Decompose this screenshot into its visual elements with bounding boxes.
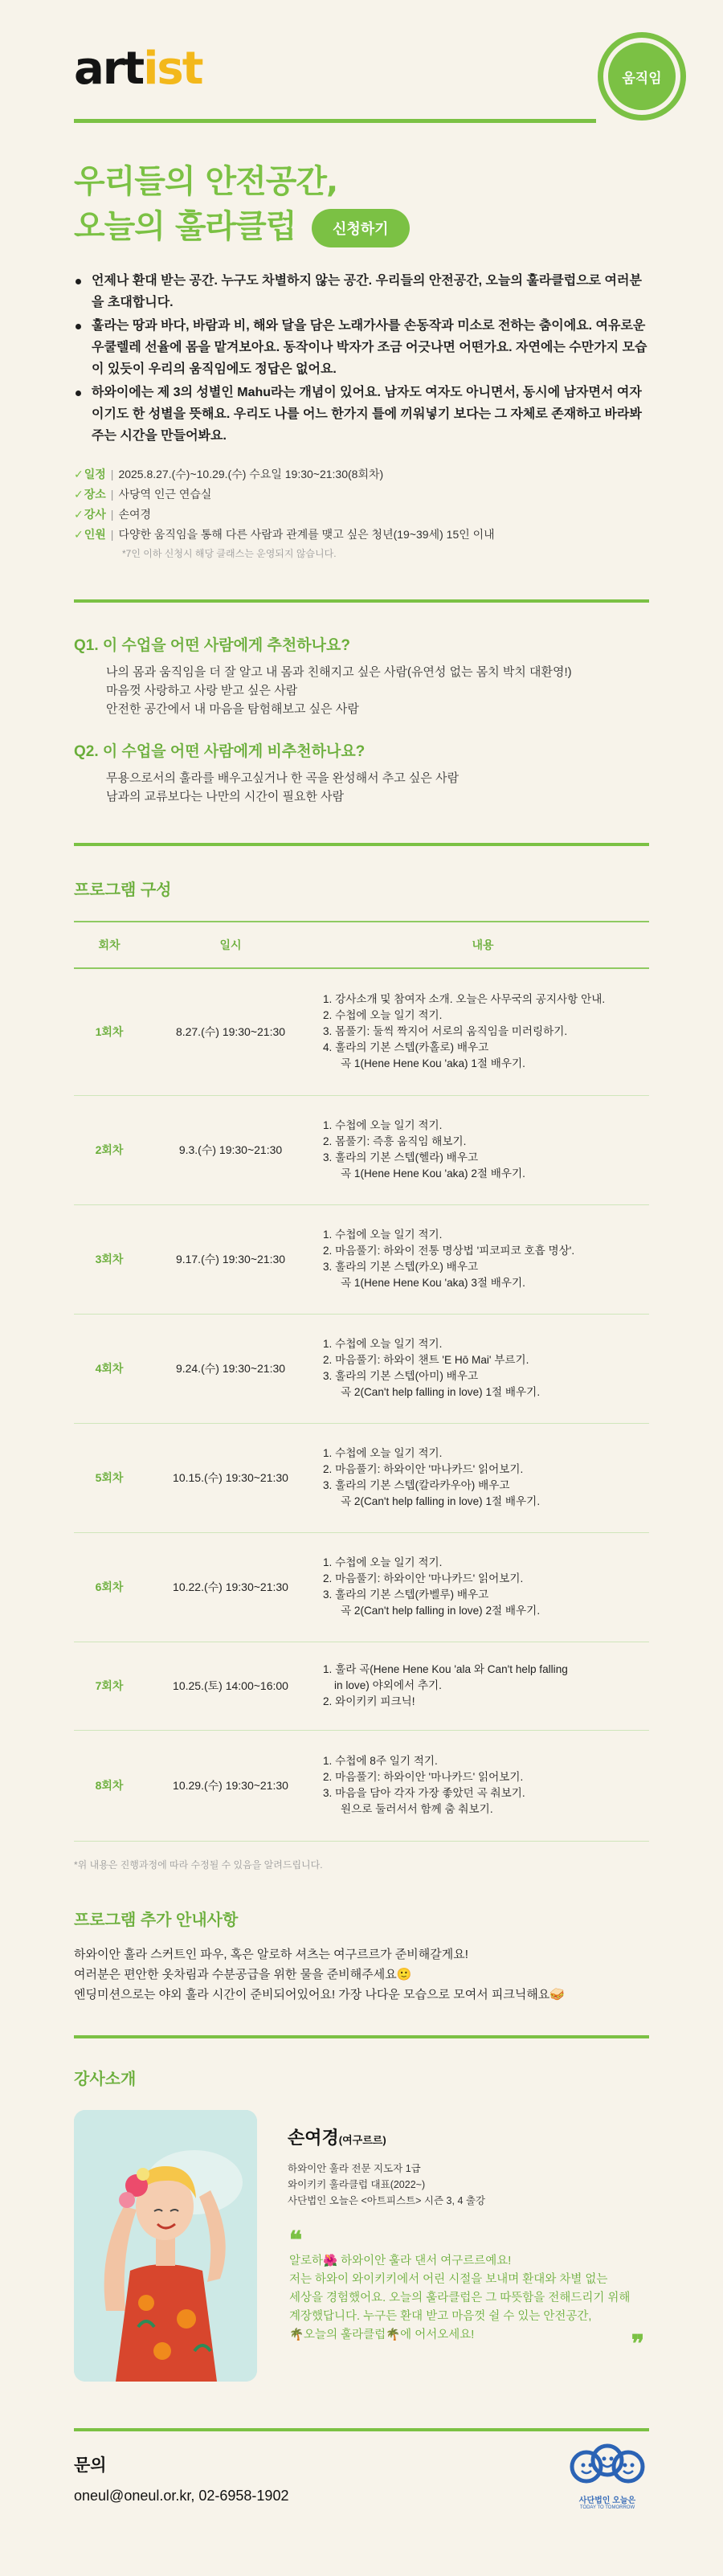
content-line: 1. 수첩에 오늘 일기 적기. bbox=[323, 1338, 443, 1350]
faq-question: Q2. 이 수업을 어떤 사람에게 비추천하나요? bbox=[74, 743, 366, 760]
content-line: 곡 1(Hene Hene Kou 'aka) 1절 배우기. bbox=[341, 1057, 525, 1070]
table-row bbox=[74, 1730, 649, 1841]
content-line: 1. 수첩에 오늘 일기 적기. bbox=[323, 1447, 443, 1459]
info-key: 강사 bbox=[84, 508, 106, 521]
info-separator: | bbox=[110, 528, 114, 541]
section-divider bbox=[74, 599, 649, 603]
program-footnote: *위 내용은 진행과정에 따라 수정될 수 있음을 알려드립니다. bbox=[74, 1858, 323, 1871]
faq-section bbox=[74, 633, 649, 806]
content-line: 4. 훌라의 기본 스텝(카홀로) 배우고 bbox=[323, 1041, 489, 1054]
content-line: 3. 몸풀기: 둘씩 짝지어 서로의 움직임을 미러링하기. bbox=[323, 1025, 568, 1038]
date-cell: 9.17.(수) 19:30~21:30 bbox=[145, 1204, 317, 1314]
quote-open-icon: ❝ bbox=[289, 2226, 303, 2255]
intro-item: 하와이에는 제 3의 성별인 Mahu라는 개념이 있어요. 남자도 여자도 아니면서, 동시에 남자면서 여자이기도 한 성별을 뜻해요. 우리도 나를 어느 한가지 틀에 끼워넣기 보다는 그 자체로 존재하고 바라봐주는 시간을 만들어봐요. bbox=[74, 382, 649, 447]
content-cell bbox=[317, 1314, 649, 1423]
content-line: 2. 마음풀기: 하와이 챈트 'E Hō Mai' 부르기. bbox=[323, 1354, 529, 1366]
info-key: 일정 bbox=[84, 468, 106, 480]
faq-answer: 남과의 교류보다는 나만의 시간이 필요한 사람 bbox=[106, 790, 345, 803]
logo-text-art: art bbox=[74, 43, 144, 95]
table-row bbox=[74, 968, 649, 1095]
content-line: 1. 강사소개 및 참여자 소개. 오늘은 사무국의 공지사항 안내. bbox=[323, 993, 606, 1006]
content-line: 곡 1(Hene Hene Kou 'aka) 3절 배우기. bbox=[341, 1277, 525, 1289]
credential-item: 사단법인 오늘은 <아트피스트> 시즌 3, 4 출강 bbox=[288, 2194, 486, 2206]
instructor-name bbox=[288, 2124, 649, 2149]
info-row-capacity bbox=[74, 525, 649, 545]
instructor-section bbox=[74, 2066, 649, 2382]
round-cell: 7회차 bbox=[74, 1642, 145, 1730]
extra-info-text bbox=[74, 1944, 649, 2005]
intro-item: 훌라는 땅과 바다, 바람과 비, 해와 달을 담은 노래가사를 손동작과 미소로 전하는 춤이에요. 여유로운 우쿨렐레 선율에 몸을 맡겨보아요. 동작이나 박자가 조금 어긋나면 어떤가요. 자연에는 수만가지 모습이 있듯이 우리의 움직임에도 정답은 없어요. bbox=[74, 315, 649, 380]
extra-info-line: 하와이안 훌라 스커트인 파우, 혹은 알로하 셔츠는 여구르르가 준비해갈게요! bbox=[74, 1947, 468, 1961]
content-line: 3. 훌라의 기본 스텝(헬라) 배우고 bbox=[323, 1151, 479, 1163]
check-icon: ✓ bbox=[74, 468, 84, 480]
category-badge-label: 움직임 bbox=[608, 43, 676, 110]
info-key: 장소 bbox=[84, 488, 106, 501]
contact-section bbox=[74, 2431, 649, 2576]
content-line: 3. 훌라의 기본 스텝(카오) 배우고 bbox=[323, 1261, 479, 1273]
extra-info-section bbox=[74, 1907, 649, 2005]
date-cell: 10.29.(수) 19:30~21:30 bbox=[145, 1730, 317, 1841]
instructor-name-text: 손여경 bbox=[288, 2127, 339, 2148]
org-logo[interactable] bbox=[569, 2443, 646, 2510]
contact-info[interactable]: oneul@oneul.or.kr, 02-6958-1902 bbox=[74, 2487, 289, 2504]
title-section bbox=[74, 159, 649, 249]
content-line: 2. 마음풀기: 하와이안 '마나카드' 읽어보기. bbox=[323, 1572, 524, 1584]
round-cell: 4회차 bbox=[74, 1314, 145, 1423]
instructor-photo bbox=[74, 2110, 257, 2382]
quote-text bbox=[289, 2252, 649, 2345]
section-divider bbox=[74, 2035, 649, 2038]
section-divider bbox=[74, 843, 649, 846]
content-line: 2. 마음풀기: 하와이안 '마나카드' 읽어보기. bbox=[323, 1463, 524, 1475]
info-separator: | bbox=[110, 488, 114, 501]
content-line: 3. 훌라의 기본 스텝(아미) 배우고 bbox=[323, 1370, 479, 1382]
info-value: 손여경 bbox=[118, 508, 152, 521]
info-separator: | bbox=[110, 508, 114, 521]
content-line: 3. 훌라의 기본 스텝(칼라카우아) 배우고 bbox=[323, 1479, 510, 1491]
content-line: 1. 수첩에 오늘 일기 적기. bbox=[323, 1556, 443, 1568]
round-cell: 6회차 bbox=[74, 1532, 145, 1642]
program-title: 프로그램 구성 bbox=[74, 881, 172, 899]
instructor-nickname: (여구르르) bbox=[338, 2133, 386, 2146]
content-line: 2. 몸풀기: 즉흥 움직임 해보기. bbox=[323, 1135, 467, 1147]
instructor-quote bbox=[288, 2226, 649, 2358]
quote-line: 저는 하와이 와이키키에서 어린 시절을 보내며 환대와 차별 없는 bbox=[289, 2272, 608, 2286]
org-tagline: TODAY TO TOMORROW bbox=[579, 2504, 635, 2510]
quote-line: 알로하🌺 하와이안 훌라 댄서 여구르르예요! bbox=[289, 2254, 512, 2267]
round-cell: 8회차 bbox=[74, 1730, 145, 1841]
info-value: 사당역 인근 연습실 bbox=[118, 488, 212, 501]
quote-line: 세상을 경험했어요. 오늘의 훌라클럽은 그 따뜻함을 전해드리기 위해 bbox=[289, 2291, 631, 2304]
content-cell bbox=[317, 1095, 649, 1204]
class-info bbox=[74, 464, 649, 562]
extra-info-line: 엔딩미션으로는 야외 훌라 시간이 준비되어있어요! 가장 나다운 모습으로 모여서 피크닉해요🥪 bbox=[74, 1987, 565, 2002]
faq-answer-list bbox=[74, 663, 649, 718]
table-row bbox=[74, 1204, 649, 1314]
content-cell bbox=[317, 1532, 649, 1642]
date-cell: 10.15.(수) 19:30~21:30 bbox=[145, 1423, 317, 1532]
logo-text-ist: ist bbox=[143, 43, 202, 95]
column-header-content: 내용 bbox=[317, 922, 649, 968]
content-line: 1. 수첩에 오늘 일기 적기. bbox=[323, 1119, 443, 1131]
quote-close-icon: ❞ bbox=[631, 2329, 644, 2358]
info-separator: | bbox=[110, 468, 114, 480]
table-row bbox=[74, 1423, 649, 1532]
instructor-illustration bbox=[74, 2110, 257, 2382]
content-cell bbox=[317, 1730, 649, 1841]
info-key: 인원 bbox=[84, 528, 106, 541]
content-line: 1. 수첩에 8주 일기 적기. bbox=[323, 1755, 438, 1767]
table-row bbox=[74, 1642, 649, 1730]
content-line: 3. 훌라의 기본 스텝(카벨루) 배우고 bbox=[323, 1589, 489, 1601]
header bbox=[0, 0, 723, 137]
faq-answer: 안전한 공간에서 내 마음을 탐험해보고 싶은 사람 bbox=[106, 702, 359, 716]
content-line: 2. 마음풀기: 하와이 전통 명상법 '피코피코 호흡 명상'. bbox=[323, 1245, 575, 1257]
check-icon: ✓ bbox=[74, 528, 84, 541]
table-row bbox=[74, 1532, 649, 1642]
faq-answer: 마음껏 사랑하고 사랑 받고 싶은 사람 bbox=[106, 684, 298, 697]
page-title-line2: 오늘의 훌라클럽 bbox=[74, 208, 296, 245]
apply-button[interactable]: 신청하기 bbox=[312, 209, 410, 247]
content-line: 원으로 둘러서서 함께 춤 춰보기. bbox=[341, 1803, 493, 1815]
extra-info-title: 프로그램 추가 안내사항 bbox=[74, 1911, 239, 1929]
instructor-credentials bbox=[288, 2161, 649, 2209]
info-row-schedule bbox=[74, 464, 649, 485]
content-line: 2. 마음풀기: 하와이안 '마나카드' 읽어보기. bbox=[323, 1771, 524, 1783]
check-icon: ✓ bbox=[74, 488, 84, 501]
round-cell: 3회차 bbox=[74, 1204, 145, 1314]
instructor-card bbox=[74, 2110, 649, 2382]
program-section bbox=[74, 877, 649, 1871]
category-badge bbox=[598, 32, 686, 121]
faq-answer: 나의 몸과 움직임을 더 잘 알고 내 몸과 친해지고 싶은 사람(유연성 없는 몸치 박치 대환영!) bbox=[106, 665, 572, 679]
content-cell bbox=[317, 968, 649, 1095]
round-cell: 5회차 bbox=[74, 1423, 145, 1532]
table-row bbox=[74, 1314, 649, 1423]
content-line: 2. 와이키키 피크닉! bbox=[323, 1695, 415, 1707]
content-line: 곡 1(Hene Hene Kou 'aka) 2절 배우기. bbox=[341, 1167, 525, 1180]
content-line: in love) 야외에서 추기. bbox=[334, 1679, 442, 1691]
info-row-instructor bbox=[74, 505, 649, 525]
header-divider bbox=[74, 119, 596, 123]
faq-question: Q1. 이 수업을 어떤 사람에게 추천하나요? bbox=[74, 637, 350, 654]
instructor-section-title: 강사소개 bbox=[74, 2070, 137, 2088]
content-cell bbox=[317, 1204, 649, 1314]
program-table-header bbox=[74, 922, 649, 968]
column-header-date: 일시 bbox=[145, 922, 317, 968]
org-name: 사단법인 오늘은 bbox=[578, 2496, 636, 2505]
credential-item: 하와이안 훌라 전문 지도자 1급 bbox=[288, 2162, 421, 2174]
info-value: 다양한 움직임을 통해 다른 사람과 관계를 맺고 싶은 청년(19~39세) 15인 이내 bbox=[118, 528, 495, 541]
quote-line: 🌴오늘의 훌라클럽🌴에 어서오세요! bbox=[289, 2328, 475, 2341]
info-row-place bbox=[74, 485, 649, 505]
faq-answer-list bbox=[74, 769, 649, 806]
faq-answer: 무용으로서의 훌라를 배우고싶거나 한 곡을 완성해서 추고 싶은 사람 bbox=[106, 771, 460, 785]
date-cell: 10.22.(수) 19:30~21:30 bbox=[145, 1532, 317, 1642]
artist-logo[interactable] bbox=[74, 43, 202, 95]
capacity-note: *7인 이하 신청시 해당 클래스는 운영되지 않습니다. bbox=[122, 548, 337, 559]
credential-item: 와이키키 훌라클럽 대표(2022~) bbox=[288, 2178, 426, 2190]
date-cell: 10.25.(토) 14:00~16:00 bbox=[145, 1642, 317, 1730]
date-cell: 9.3.(수) 19:30~21:30 bbox=[145, 1095, 317, 1204]
column-header-round: 회차 bbox=[74, 922, 145, 968]
content-line: 곡 2(Can't help falling in love) 1절 배우기. bbox=[341, 1495, 541, 1507]
content-line: 곡 2(Can't help falling in love) 1절 배우기. bbox=[341, 1386, 541, 1398]
contact-title: 문의 bbox=[74, 2455, 107, 2475]
check-icon: ✓ bbox=[74, 508, 84, 521]
instructor-details bbox=[288, 2110, 649, 2382]
program-table bbox=[74, 921, 649, 1842]
page-title-line1: 우리들의 안전공간, bbox=[74, 163, 338, 200]
date-cell: 9.24.(수) 19:30~21:30 bbox=[145, 1314, 317, 1423]
intro-list bbox=[74, 270, 649, 447]
quote-line: 계장했답니다. 누구든 환대 받고 마음껏 쉴 수 있는 안전공간, bbox=[289, 2309, 592, 2323]
org-logo-icon bbox=[569, 2443, 646, 2488]
round-cell: 1회차 bbox=[74, 968, 145, 1095]
content-line: 2. 수첩에 오늘 일기 적기. bbox=[323, 1009, 443, 1022]
content-line: 곡 2(Can't help falling in love) 2절 배우기. bbox=[341, 1605, 541, 1617]
content-cell bbox=[317, 1423, 649, 1532]
content-line: 1. 훌라 곡(Hene Hene Kou 'ala 와 Can't help falling bbox=[323, 1663, 568, 1675]
date-cell: 8.27.(수) 19:30~21:30 bbox=[145, 968, 317, 1095]
table-row bbox=[74, 1095, 649, 1204]
extra-info-line: 여러분은 편안한 옷차림과 수분공급을 위한 물을 준비해주세요🙂 bbox=[74, 1967, 412, 1981]
round-cell: 2회차 bbox=[74, 1095, 145, 1204]
content-line: 1. 수첩에 오늘 일기 적기. bbox=[323, 1229, 443, 1241]
content-line: 3. 마음을 담아 각자 가장 좋았던 곡 춰보기. bbox=[323, 1787, 525, 1799]
content-cell bbox=[317, 1642, 649, 1730]
info-value: 2025.8.27.(수)~10.29.(수) 수요일 19:30~21:30(8회차) bbox=[118, 468, 384, 480]
intro-item: 언제나 환대 받는 공간. 누구도 차별하지 않는 공간. 우리들의 안전공간, 오늘의 훌라클럽으로 여러분을 초대합니다. bbox=[74, 270, 649, 313]
